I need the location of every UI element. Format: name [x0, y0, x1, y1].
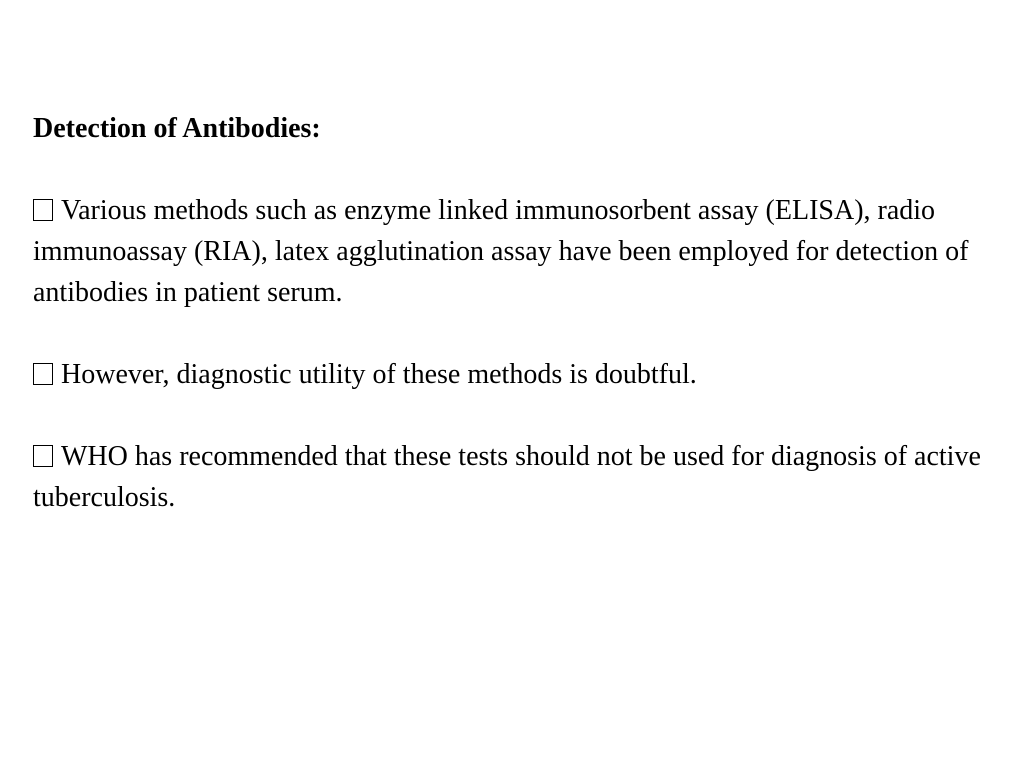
missing-glyph-box-icon — [33, 199, 53, 221]
missing-glyph-box-icon — [33, 445, 53, 467]
bullet-text: Various methods such as enzyme linked immunosorbent assay (ELISA), radio immunoassay (RIA), latex agglutination assay have been employed for detection of antibodies in patient serum. — [33, 195, 969, 308]
slide-heading: Detection of Antibodies: — [33, 113, 321, 144]
bullet-item — [33, 190, 993, 313]
bullet-item — [33, 436, 993, 518]
bullet-text: WHO has recommended that these tests should not be used for diagnosis of active tuberculosis. — [33, 441, 981, 513]
bullet-item — [33, 354, 993, 395]
slide-content — [33, 108, 993, 559]
missing-glyph-box-icon — [33, 363, 53, 385]
bullet-text: However, diagnostic utility of these methods is doubtful. — [61, 359, 697, 390]
